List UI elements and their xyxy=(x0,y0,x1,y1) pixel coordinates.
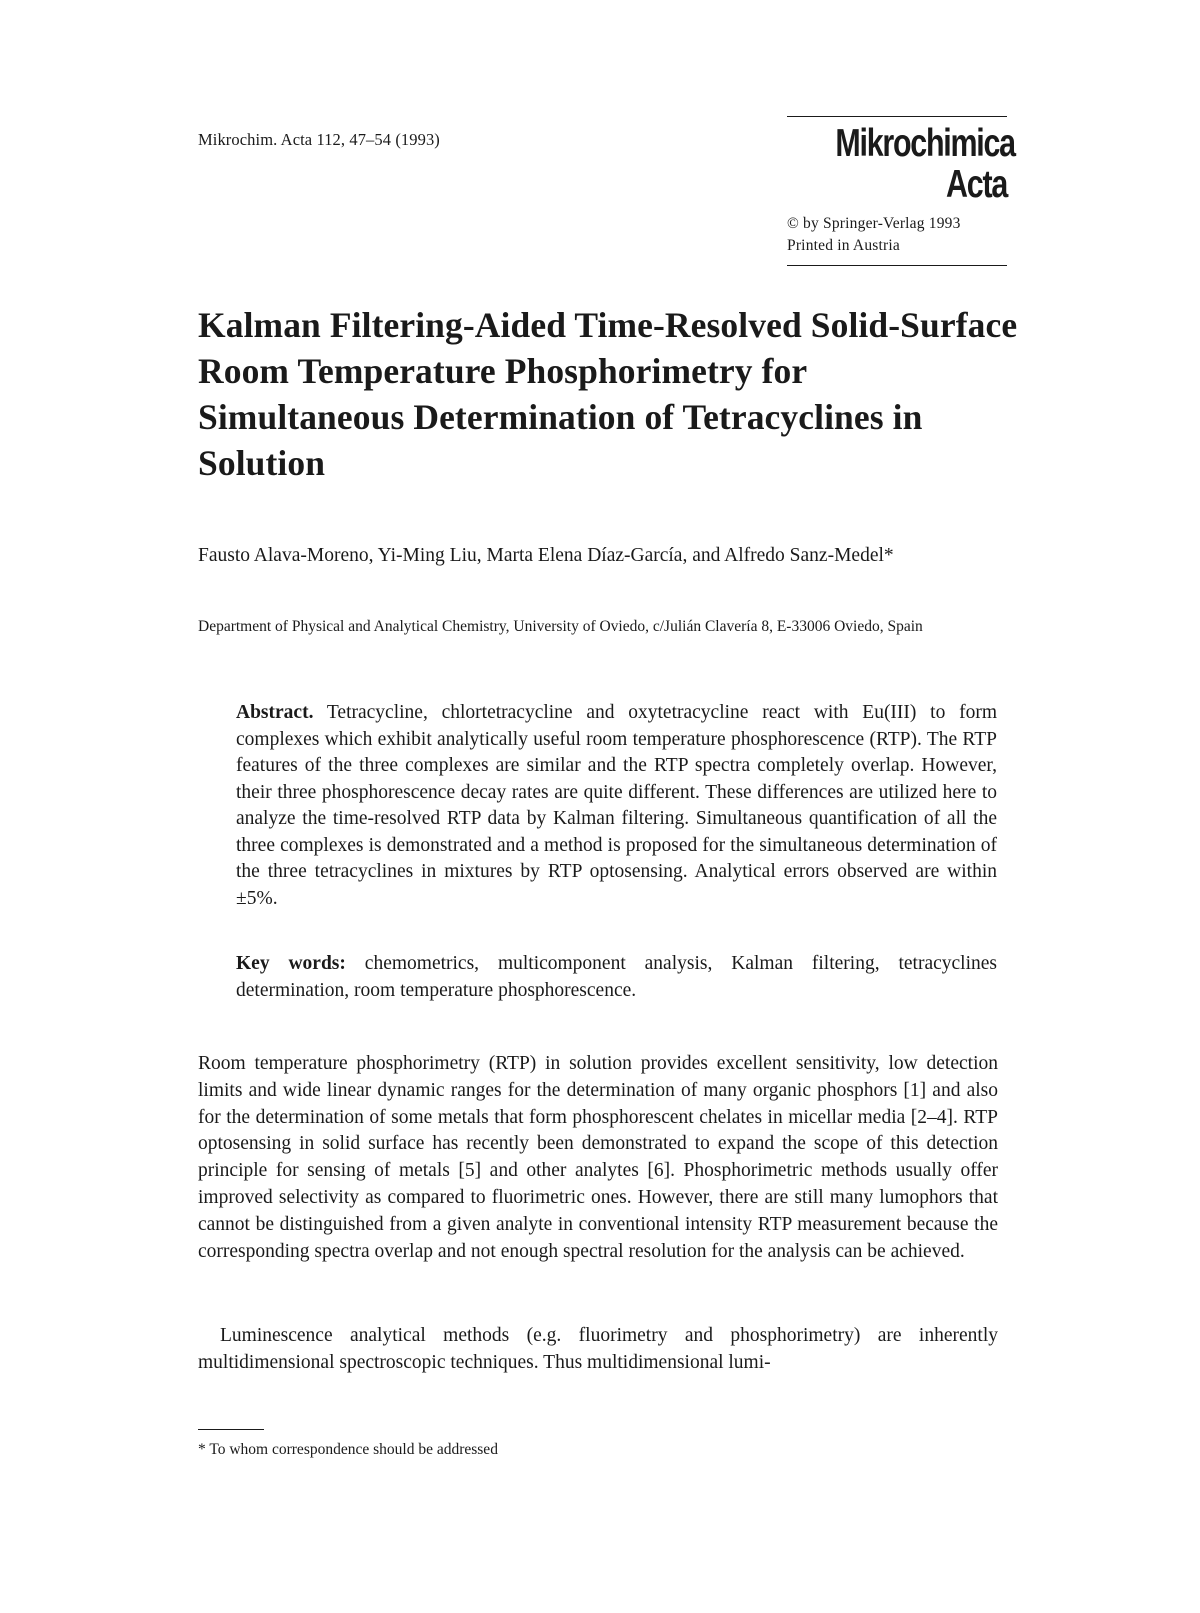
masthead-top-rule xyxy=(787,116,1007,117)
body-paragraph-1: Room temperature phosphorimetry (RTP) in solution provides excellent sensitivity, low detection limits and wide linear dynamic ranges for the determination of many organic phosphors [1] and also for the determination of some metals that form phosphorescent chelates in micellar media [2–4]. RTP optosensing in solid surface has recently been demonstrated to expand the scope of this detection principle for sensing of metals [5] and other analytes [6]. Phosphorimetric methods usually offer improved selectivity as compared to fluorimetric ones. However, there are still many lumophors that cannot be distinguished from a given analyte in conventional intensity RTP measurement because the corresponding spectra overlap and not enough spectral resolution for the analysis can be achieved. xyxy=(198,1053,998,1262)
keywords xyxy=(236,951,997,1004)
journal-masthead xyxy=(787,116,1015,266)
article-title: Kalman Filtering-Aided Time-Resolved Solid-Surface Room Temperature Phosphorimetry for Simultaneous Determination of Tetracyclines in Solution xyxy=(198,305,1018,483)
printed-line: Printed in Austria xyxy=(787,237,900,254)
keywords-label: Key words: xyxy=(236,953,346,974)
publisher-info xyxy=(787,213,1007,257)
abstract-label: Abstract. xyxy=(236,702,314,723)
keywords-text: chemometrics, multicomponent analysis, Kalman filtering, tetracyclines determination, room temperature phosphorescence. xyxy=(236,953,997,1001)
footnote-rule xyxy=(198,1429,264,1430)
author-affiliation: Department of Physical and Analytical Chemistry, University of Oviedo, c/Julián Clavería 8, E-33006 Oviedo, Spain xyxy=(198,618,923,635)
journal-citation: Mikrochim. Acta 112, 47–54 (1993) xyxy=(198,130,440,149)
author-list: Fausto Alava-Moreno, Yi-Ming Liu, Marta Elena Díaz-García, and Alfredo Sanz-Medel* xyxy=(198,545,894,566)
journal-logo-line2: Acta xyxy=(946,163,1007,206)
journal-logo-line1: Mikrochimica xyxy=(835,122,1015,165)
body-paragraph-2: Luminescence analytical methods (e.g. fluorimetry and phosphorimetry) are inherently multidimensional spectroscopic techniques. Thus multidimensional lumi- xyxy=(198,1325,998,1373)
footnote: * To whom correspondence should be addressed xyxy=(198,1441,498,1458)
journal-logo xyxy=(835,122,1015,206)
abstract-text: Tetracycline, chlortetracycline and oxytetracycline react with Eu(III) to form complexes which exhibit analytically useful room temperature phosphorescence (RTP). The RTP features of the three complexes are similar and the RTP spectra completely overlap. However, their three phosphorescence decay rates are quite different. These differences are utilized here to analyze the time-resolved RTP data by Kalman filtering. Simultaneous quantification of all the three complexes is demonstrated and a method is proposed for the simultaneous determination of the three tetracyclines in mixtures by RTP optosensing. Analytical errors observed are within ±5%. xyxy=(236,702,998,909)
copyright-line: © by Springer-Verlag 1993 xyxy=(787,215,961,232)
abstract xyxy=(236,700,997,912)
masthead-bottom-rule xyxy=(787,265,1007,266)
